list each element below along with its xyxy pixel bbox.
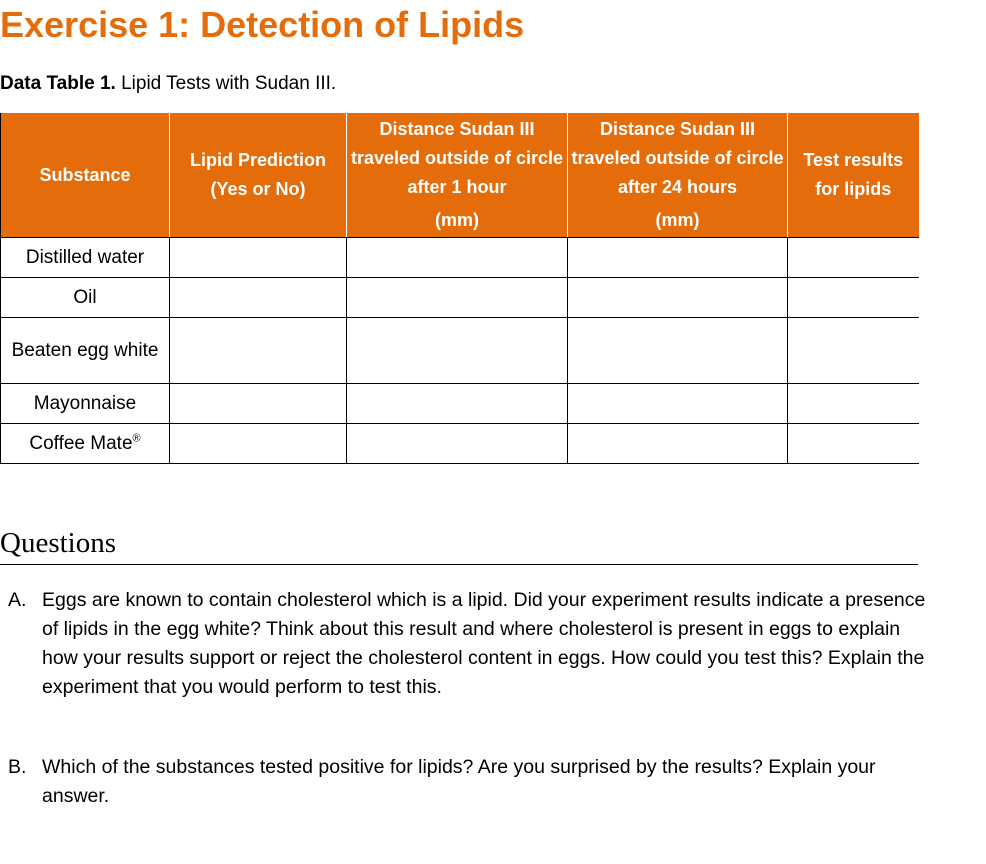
prediction-cell[interactable] bbox=[170, 238, 347, 278]
lipid-data-table bbox=[0, 112, 919, 464]
question-letter: A. bbox=[8, 589, 27, 611]
table-row bbox=[1, 424, 919, 464]
header-test-results: Test results for lipids bbox=[788, 113, 919, 238]
distance-24h-cell[interactable] bbox=[568, 318, 788, 384]
result-cell[interactable] bbox=[788, 424, 919, 464]
table-row bbox=[1, 384, 919, 424]
distance-1h-cell[interactable] bbox=[347, 424, 568, 464]
question-a bbox=[0, 586, 930, 702]
table-caption-label: Data Table 1. bbox=[0, 73, 116, 94]
prediction-cell[interactable] bbox=[170, 318, 347, 384]
table-row bbox=[1, 238, 919, 278]
substance-cell: Mayonnaise bbox=[1, 384, 170, 424]
substance-cell: Distilled water bbox=[1, 238, 170, 278]
header-distance-24-hours: Distance Sudan III traveled outside of circle after 24 hours (mm) bbox=[568, 113, 788, 238]
question-text: Which of the substances tested positive for lipids? Are you surprised by the results? Explain your answer. bbox=[42, 756, 876, 807]
distance-24h-cell[interactable] bbox=[568, 278, 788, 318]
distance-1h-cell[interactable] bbox=[347, 278, 568, 318]
header-substance: Substance bbox=[1, 113, 170, 238]
distance-24h-cell[interactable] bbox=[568, 238, 788, 278]
question-b bbox=[0, 753, 930, 811]
table-caption-text: Lipid Tests with Sudan III. bbox=[115, 73, 337, 94]
result-cell[interactable] bbox=[788, 238, 919, 278]
distance-1h-cell[interactable] bbox=[347, 238, 568, 278]
header-lipid-prediction: Lipid Prediction (Yes or No) bbox=[170, 113, 347, 238]
result-cell[interactable] bbox=[788, 278, 919, 318]
substance-cell: Oil bbox=[1, 278, 170, 318]
distance-24h-cell[interactable] bbox=[568, 384, 788, 424]
table-header-row bbox=[1, 113, 919, 238]
question-text: Eggs are known to contain cholesterol which is a lipid. Did your experiment results indicate a presence of lipids in the egg white? Think about this result and where cholesterol is present in eggs to explain how your results support or reject the cholesterol content in eggs. How could you test this? Explain the experiment that you would perform to test this. bbox=[42, 589, 926, 698]
substance-cell: Coffee Mate® bbox=[1, 424, 170, 464]
result-cell[interactable] bbox=[788, 384, 919, 424]
result-cell[interactable] bbox=[788, 318, 919, 384]
questions-heading: Questions bbox=[0, 527, 918, 565]
table-caption bbox=[0, 73, 336, 95]
distance-24h-cell[interactable] bbox=[568, 424, 788, 464]
page-title: Exercise 1: Detection of Lipids bbox=[0, 4, 525, 45]
prediction-cell[interactable] bbox=[170, 424, 347, 464]
distance-1h-cell[interactable] bbox=[347, 318, 568, 384]
prediction-cell[interactable] bbox=[170, 278, 347, 318]
header-distance-1-hour: Distance Sudan III traveled outside of circle after 1 hour (mm) bbox=[347, 113, 568, 238]
question-letter: B. bbox=[8, 756, 27, 778]
registered-mark: ® bbox=[132, 432, 141, 445]
table-row bbox=[1, 278, 919, 318]
table-row bbox=[1, 318, 919, 384]
distance-1h-cell[interactable] bbox=[347, 384, 568, 424]
prediction-cell[interactable] bbox=[170, 384, 347, 424]
substance-cell: Beaten egg white bbox=[1, 318, 170, 384]
